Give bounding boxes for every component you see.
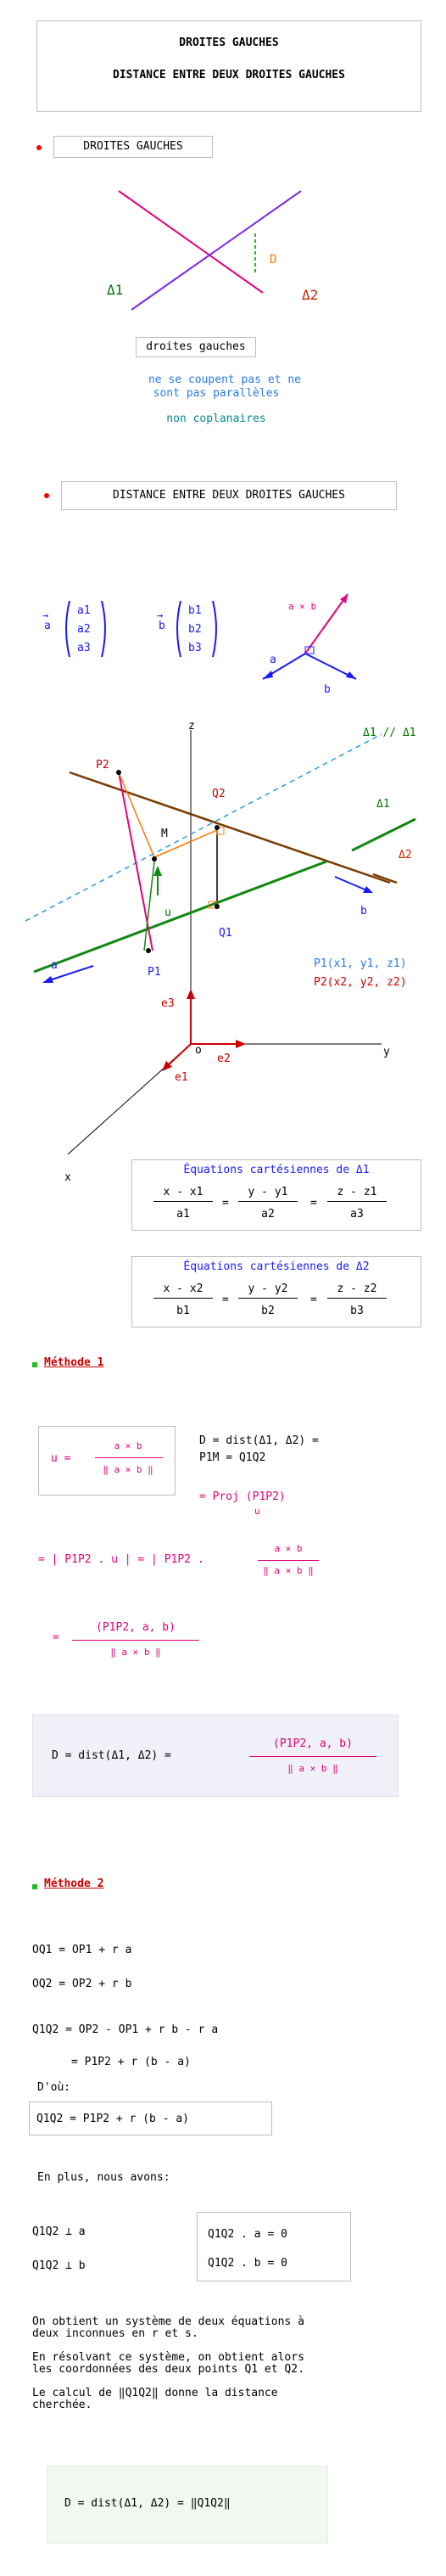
- P1M-def: P1M = Q1Q2: [199, 1451, 266, 1464]
- fraction-bar: [153, 1201, 213, 1202]
- eq-OQ2: OQ2 = OP2 + r b: [32, 1978, 132, 1990]
- vec-b-label: b: [159, 620, 165, 632]
- vec-a-comp2: a2: [77, 623, 91, 636]
- Q1-label: Q1: [219, 927, 232, 940]
- vec-a-arrow: →: [42, 609, 49, 621]
- axis-z-label: z: [188, 720, 195, 732]
- e3-label: e3: [161, 997, 175, 1010]
- equals-sign: =: [53, 1631, 59, 1644]
- perp-a: Q1Q2 ⊥ a: [32, 2225, 86, 2238]
- delta1-label: Δ1: [107, 282, 124, 298]
- vec-a-label: a: [44, 620, 51, 632]
- eq-Q1Q2-simplified: = P1P2 + r (b - a): [71, 2056, 191, 2068]
- section2-title-box: [61, 481, 397, 510]
- u-label: u: [164, 906, 171, 919]
- equals-sign: =: [310, 1294, 317, 1306]
- M-label: M: [161, 828, 168, 840]
- result1-left: D = dist(Δ1, Δ2) =: [52, 1749, 171, 1762]
- method1-title: Méthode 1: [44, 1356, 104, 1369]
- vec-b-comp1: b1: [188, 604, 202, 617]
- boxed-Q1Q2: [29, 2102, 272, 2135]
- header-title: DROITES GAUCHES: [179, 36, 279, 49]
- P1-label: P1: [148, 966, 161, 979]
- eq1-den2: a2: [261, 1208, 275, 1221]
- P2-coords: P2(x2, y2, z2): [314, 976, 407, 989]
- eq2-den3: b3: [350, 1305, 364, 1317]
- result-box-method1: [32, 1715, 399, 1797]
- para1-line2: deux inconnues en r et s.: [32, 2327, 198, 2340]
- eq2-num1: x - x2: [163, 1282, 203, 1295]
- cross-b-label: b: [324, 683, 331, 696]
- fraction-bar: [249, 1756, 376, 1757]
- equations-delta1-title: Équations cartésiennes de Δ1: [183, 1164, 370, 1176]
- equals-sign: =: [222, 1294, 229, 1306]
- vec-a-comp3: a3: [77, 642, 91, 654]
- header-box: [36, 20, 421, 112]
- vec-b-comp3: b3: [188, 642, 202, 654]
- scalar-product-line: = | P1P2 . u | = | P1P2 .: [38, 1553, 204, 1566]
- mixed-product-num: (P1P2, a, b): [96, 1621, 176, 1634]
- equations-delta2-box: [131, 1256, 421, 1327]
- distance-D-label: D: [270, 253, 277, 267]
- eq-OQ1: OQ1 = OP1 + r a: [32, 1944, 132, 1956]
- dot-b: Q1Q2 . b = 0: [208, 2257, 287, 2270]
- fraction-bar: [153, 1298, 213, 1299]
- scalar-num: a × b: [274, 1543, 303, 1554]
- u-num: a × b: [114, 1440, 142, 1451]
- result1-num: (P1P2, a, b): [273, 1737, 353, 1750]
- result2-text: D = dist(Δ1, Δ2) = ‖Q1Q2‖: [64, 2497, 231, 2510]
- para3-line2: cherchée.: [32, 2399, 92, 2411]
- skew-desc-1: ne se coupent pas et ne: [148, 373, 301, 386]
- boxed-Q1Q2-text: Q1Q2 = P1P2 + r (b - a): [36, 2113, 190, 2125]
- parallel-label: Δ1 // Δ1: [363, 727, 416, 739]
- equations-delta2-title: Équations cartésiennes de Δ2: [183, 1260, 370, 1273]
- caption-box: [136, 337, 256, 357]
- u-den: ‖ a × b ‖: [103, 1464, 153, 1475]
- cross-product-label: a × b: [288, 601, 317, 612]
- eq2-den1: b1: [176, 1305, 190, 1317]
- dot-conditions-box: [197, 2212, 351, 2281]
- eq2-num3: z - z2: [337, 1282, 377, 1295]
- fraction-bar: [238, 1201, 298, 1202]
- eq2-num2: y - y2: [248, 1282, 288, 1295]
- skew-desc-2: sont pas parallèles: [153, 387, 280, 400]
- para2-line2: les coordonnées des deux points Q1 et Q2.: [32, 2363, 304, 2376]
- header-subtitle: DISTANCE ENTRE DEUX DROITES GAUCHES: [113, 69, 345, 81]
- eq1-den1: a1: [176, 1208, 190, 1221]
- e1-label: e1: [175, 1071, 188, 1084]
- unit-vector-box: [38, 1426, 176, 1496]
- result-box-method2: [47, 2466, 328, 2544]
- vec-b-comp2: b2: [188, 623, 202, 636]
- fraction-bar: [72, 1640, 199, 1641]
- eq1-num3: z - z1: [337, 1186, 377, 1198]
- bullet-icon: [32, 1362, 37, 1367]
- proj-def: = Proj (P1P2): [199, 1490, 286, 1503]
- equals-sign: =: [222, 1197, 229, 1209]
- P1-coords: P1(x1, y1, z1): [314, 957, 407, 970]
- vec-b-arrow: →: [157, 609, 164, 621]
- perp-b: Q1Q2 ⊥ b: [32, 2259, 86, 2272]
- distance-3d-diagram: [0, 713, 446, 1188]
- equals-sign: =: [310, 1197, 317, 1209]
- P2-label: P2: [96, 759, 109, 772]
- scalar-den: ‖ a × b ‖: [263, 1565, 314, 1576]
- e2-label: e2: [217, 1052, 231, 1065]
- delta2-label: Δ2: [302, 287, 319, 303]
- bullet-icon: [36, 145, 42, 150]
- origin-label: o: [195, 1044, 202, 1057]
- para2-line1: En résolvant ce système, on obtient alors: [32, 2351, 304, 2364]
- bullet-icon: [32, 1884, 37, 1889]
- Q2-label: Q2: [212, 788, 226, 800]
- delta1-fig-label: Δ1: [376, 798, 390, 811]
- equations-delta1-box: [131, 1159, 421, 1231]
- skew-desc-3: non coplanaires: [166, 412, 266, 425]
- dou-label: D'où:: [37, 2081, 71, 2094]
- section1-title: DROITES GAUCHES: [83, 140, 183, 153]
- mixed-product-den: ‖ a × b ‖: [110, 1647, 161, 1658]
- proj-u: u: [254, 1506, 260, 1517]
- dot-a: Q1Q2 . a = 0: [208, 2228, 287, 2241]
- D-def: D = dist(Δ1, Δ2) =: [199, 1434, 319, 1447]
- delta2-fig-label: Δ2: [399, 849, 412, 861]
- a-fig-label: a: [51, 959, 58, 972]
- para3-line1: Le calcul de ‖Q1Q2‖ donne la distance: [32, 2387, 278, 2399]
- fraction-bar: [95, 1457, 163, 1458]
- cross-a-label: a: [270, 654, 276, 666]
- fraction-bar: [327, 1298, 387, 1299]
- eq1-num1: x - x1: [163, 1186, 203, 1198]
- section2-title: DISTANCE ENTRE DEUX DROITES GAUCHES: [113, 489, 345, 502]
- eq1-den3: a3: [350, 1208, 364, 1221]
- bullet-icon: [44, 493, 49, 498]
- en-plus-label: En plus, nous avons:: [37, 2171, 170, 2184]
- result1-den: ‖ a × b ‖: [287, 1763, 338, 1774]
- caption-text: droites gauches: [146, 340, 246, 353]
- eq-Q1Q2: Q1Q2 = OP2 - OP1 + r b - r a: [32, 2023, 219, 2036]
- fraction-bar: [258, 1560, 319, 1561]
- b-fig-label: b: [360, 905, 367, 918]
- vec-a-comp1: a1: [77, 604, 91, 617]
- method2-title: Méthode 2: [44, 1877, 104, 1890]
- fraction-bar: [238, 1298, 298, 1299]
- axis-x-label: x: [64, 1171, 71, 1184]
- u-def: u =: [51, 1452, 71, 1465]
- section1-title-box: [53, 136, 213, 158]
- eq2-den2: b2: [261, 1305, 275, 1317]
- fraction-bar: [327, 1201, 387, 1202]
- axis-y-label: y: [383, 1046, 390, 1058]
- para1-line1: On obtient un système de deux équations à: [32, 2315, 304, 2328]
- eq1-num2: y - y1: [248, 1186, 288, 1198]
